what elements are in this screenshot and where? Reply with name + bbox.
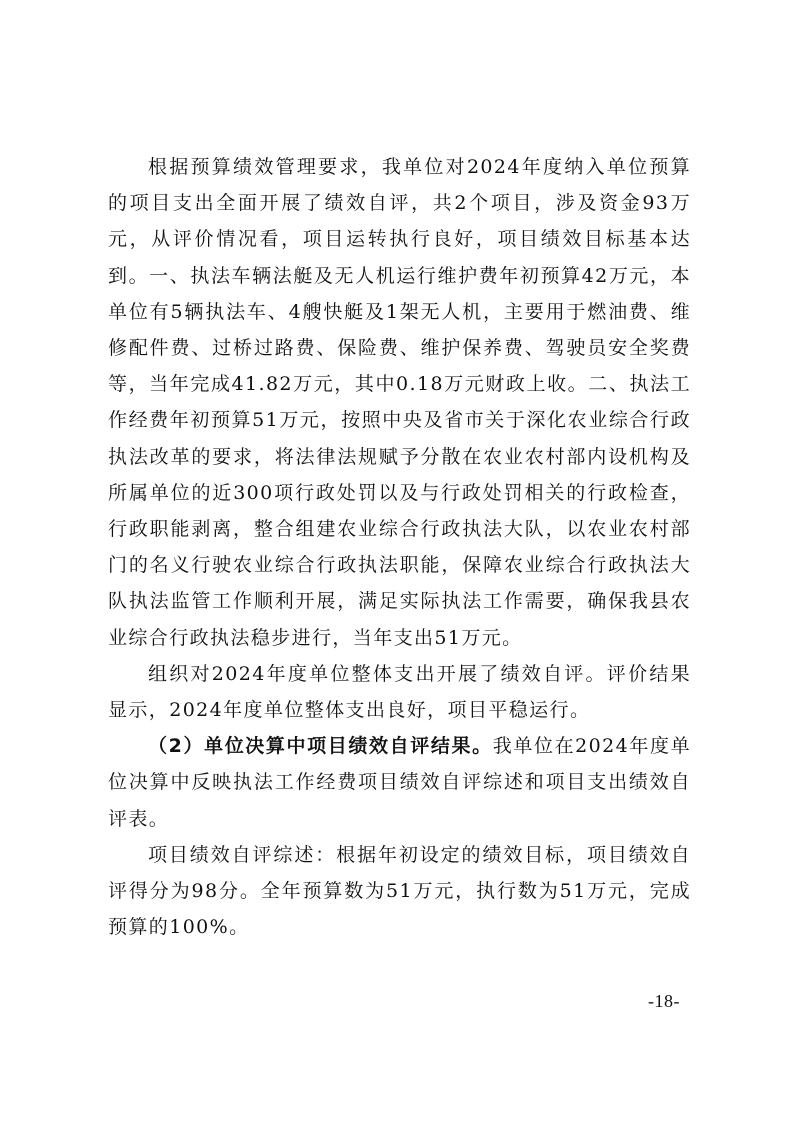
paragraph-final-accounts-text: 我单位在2024年度单位决算中反映执法工作经费项目绩效自评综述和项目支出绩效自评表。 bbox=[108, 735, 691, 830]
page-number: -18- bbox=[648, 991, 680, 1011]
paragraph-overall-expenditure: 组织对2024年度单位整体支出开展了绩效自评。评价结果显示，2024年度单位整体支出良好，项目平稳运行。 bbox=[108, 662, 691, 722]
paragraph-project-overview: 根据预算绩效管理要求，我单位对2024年度纳入单位预算的项目支出全面开展了绩效自评，共2个项目，涉及资金93万元，从评价情况看，项目运转执行良好，项目绩效目标基本达到。一、执法车辆法艇及无人机运行维护费年初预算42万元，本单位有5辆执法车、4艘快艇及1架无人机，主要用于燃油费、维修配件费、过桥过路费、保险费、维护保养费、驾驶员安全奖费等，当年完成41.82万元，其中0.18万元财政上收。二、执法工作经费年初预算51万元，按照中央及省市关于深化农业综合行政执法改革的要求，将法律法规赋予分散在农业农村部内设机构及所属单位的近300项行政处罚以及与行政处罚相关的行政检查，行政职能剥离，整合组建农业综合行政执法大队，以农业农村部门的名义行驶农业综合行政执法职能，保障农业综合行政执法大队执法监管工作顺利开展，满足实际执法工作需要，确保我县农业综合行政执法稳步进行，当年支出51万元。 bbox=[108, 156, 691, 649]
section-heading-final-accounts: （2）单位决算中项目绩效自评结果。 bbox=[148, 735, 493, 758]
paragraph-self-evaluation-summary: 项目绩效自评综述：根据年初设定的绩效目标，项目绩效自评得分为98分。全年预算数为51万元，执行数为51万元，完成预算的100%。 bbox=[108, 843, 691, 939]
body-text bbox=[108, 149, 691, 945]
paragraph-final-accounts-result bbox=[108, 728, 691, 837]
